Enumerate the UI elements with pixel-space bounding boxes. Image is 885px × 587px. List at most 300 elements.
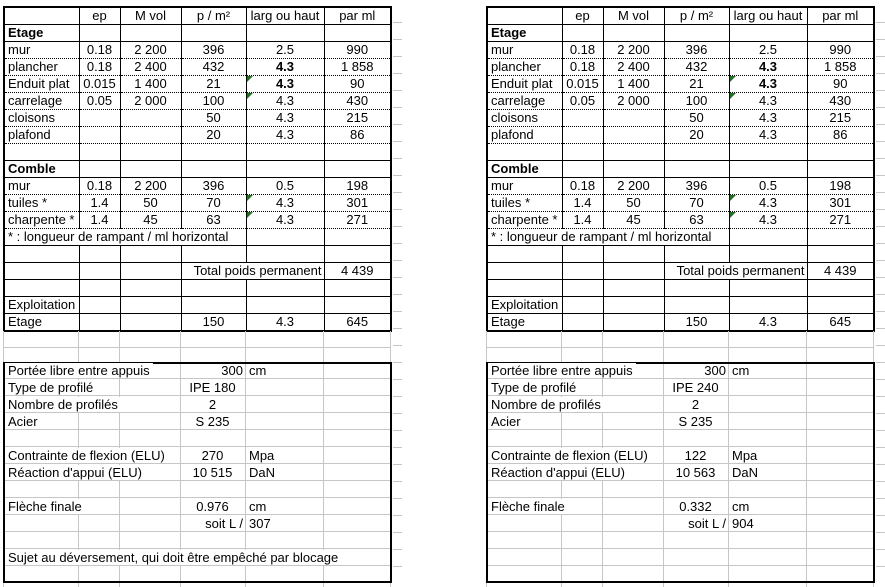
beam-row-label[interactable]: Type de profilé <box>5 380 96 395</box>
cell[interactable] <box>487 59 562 76</box>
cell[interactable] <box>807 161 874 178</box>
beam-row-unit[interactable]: DaN <box>732 465 759 480</box>
cell[interactable] <box>181 25 246 42</box>
cell[interactable] <box>120 59 181 76</box>
beam-row-label[interactable]: Contrainte de flexion (ELU) <box>488 448 651 463</box>
cell[interactable] <box>487 280 562 297</box>
cell[interactable] <box>181 195 246 212</box>
cell[interactable] <box>4 93 79 110</box>
cell[interactable] <box>807 93 874 110</box>
cell[interactable] <box>807 246 874 263</box>
cell-text: mur <box>491 178 514 193</box>
total-label-cell[interactable] <box>664 263 807 280</box>
cell[interactable] <box>562 314 603 332</box>
cell[interactable] <box>729 229 807 246</box>
cell[interactable] <box>324 93 391 110</box>
cell[interactable] <box>181 297 246 314</box>
cell[interactable] <box>562 212 603 229</box>
cell[interactable] <box>79 246 120 263</box>
cell-text: 396 <box>685 178 708 193</box>
beam-row-value[interactable]: 122 <box>684 448 707 463</box>
cell[interactable] <box>246 178 324 195</box>
cell[interactable] <box>79 195 120 212</box>
beam-row-value[interactable]: S 235 <box>678 414 713 429</box>
cell[interactable] <box>79 297 120 314</box>
cell[interactable] <box>487 93 562 110</box>
cell[interactable] <box>324 42 391 59</box>
cell[interactable] <box>807 144 874 161</box>
cell[interactable] <box>664 144 729 161</box>
cell[interactable] <box>246 110 324 127</box>
cell-text: 2 200 <box>134 178 167 193</box>
cell[interactable] <box>664 59 729 76</box>
beam-row-value[interactable]: IPE 180 <box>189 380 236 395</box>
cell[interactable] <box>324 127 391 144</box>
cell[interactable] <box>246 144 324 161</box>
cell[interactable] <box>324 229 391 246</box>
cell[interactable] <box>246 212 324 229</box>
cell[interactable] <box>181 314 246 332</box>
cell[interactable] <box>562 25 603 42</box>
cell[interactable] <box>603 127 664 144</box>
beam-row-unit[interactable]: cm <box>732 363 750 378</box>
cell[interactable] <box>324 280 391 297</box>
cell[interactable] <box>487 297 562 314</box>
column-header[interactable] <box>487 7 562 25</box>
cell[interactable] <box>487 42 562 59</box>
cell[interactable] <box>4 110 79 127</box>
cell[interactable] <box>487 212 562 229</box>
cell[interactable] <box>729 280 807 297</box>
cell[interactable] <box>181 42 246 59</box>
table-row <box>487 263 874 280</box>
cell[interactable] <box>120 127 181 144</box>
beam-row-unit[interactable]: cm <box>732 499 750 514</box>
cell[interactable] <box>324 314 391 332</box>
cell[interactable] <box>4 178 79 195</box>
cell[interactable] <box>487 161 562 178</box>
cell[interactable] <box>79 76 120 93</box>
note-text: * : longueur de rampant / ml horizontal <box>8 229 229 244</box>
cell[interactable] <box>120 195 181 212</box>
cell[interactable] <box>181 93 246 110</box>
cell[interactable] <box>324 110 391 127</box>
cell[interactable] <box>246 195 324 212</box>
cell[interactable] <box>79 178 120 195</box>
cell[interactable] <box>603 93 664 110</box>
cell[interactable] <box>729 161 807 178</box>
beam-row-value[interactable]: 10 515 <box>192 465 233 480</box>
cell[interactable] <box>562 42 603 59</box>
cell[interactable] <box>664 93 729 110</box>
beam-row-unit[interactable]: 904 <box>732 516 754 531</box>
cell[interactable] <box>562 178 603 195</box>
cell-text: 50 <box>206 110 221 125</box>
cell[interactable] <box>664 280 729 297</box>
cell[interactable] <box>79 161 120 178</box>
table-row <box>4 178 391 195</box>
cell[interactable] <box>664 76 729 93</box>
cell[interactable] <box>664 246 729 263</box>
cell[interactable] <box>729 59 807 76</box>
beam-row-label[interactable]: Sujet au déversement, qui doit être empêché par blocage <box>5 550 341 565</box>
cell[interactable] <box>664 25 729 42</box>
cell-text: 215 <box>829 110 852 125</box>
table-row <box>4 280 391 297</box>
cell[interactable] <box>562 93 603 110</box>
cell[interactable] <box>120 110 181 127</box>
cell-text: 4.3 <box>758 314 778 329</box>
cell[interactable] <box>120 178 181 195</box>
cell[interactable] <box>4 280 79 297</box>
beam-row-value[interactable]: 300 <box>704 363 726 378</box>
cell-text: Comble <box>8 161 56 176</box>
cell[interactable] <box>487 76 562 93</box>
beam-row-label[interactable]: Réaction d'appui (ELU) <box>5 465 145 480</box>
total-value-cell[interactable] <box>324 263 391 280</box>
cell[interactable] <box>4 314 79 332</box>
cell-text: 645 <box>829 314 852 329</box>
cell[interactable] <box>487 25 562 42</box>
beam-row-value[interactable]: soit L / <box>205 516 243 531</box>
cell[interactable] <box>181 280 246 297</box>
cell-text: 0.015 <box>83 76 116 91</box>
cell-text: mur <box>8 42 31 57</box>
column-header[interactable] <box>664 7 729 25</box>
cell[interactable] <box>181 76 246 93</box>
cell-text: 430 <box>829 93 852 108</box>
column-header[interactable] <box>807 7 874 25</box>
cell[interactable] <box>246 76 324 93</box>
cell[interactable] <box>79 93 120 110</box>
cell[interactable] <box>246 280 324 297</box>
cell[interactable] <box>807 25 874 42</box>
beam-row-unit[interactable]: Mpa <box>732 448 758 463</box>
cell[interactable] <box>729 144 807 161</box>
cell-text: plafond <box>491 127 534 142</box>
beam-row-value[interactable]: 0.332 <box>679 499 712 514</box>
cell[interactable] <box>664 195 729 212</box>
cell[interactable] <box>562 59 603 76</box>
column-header[interactable] <box>603 7 664 25</box>
cell[interactable] <box>181 212 246 229</box>
cell[interactable] <box>79 25 120 42</box>
beam-row-value[interactable]: IPE 240 <box>672 380 719 395</box>
cell-text: 2 000 <box>617 93 650 108</box>
beam-row-value[interactable]: 2 <box>208 397 217 412</box>
cell[interactable] <box>120 212 181 229</box>
cell[interactable] <box>487 246 562 263</box>
cell[interactable] <box>603 161 664 178</box>
cell[interactable] <box>729 127 807 144</box>
cell[interactable] <box>729 178 807 195</box>
cell[interactable] <box>562 127 603 144</box>
cell[interactable] <box>807 280 874 297</box>
cell[interactable] <box>603 246 664 263</box>
cell-text: 990 <box>346 42 369 57</box>
cell[interactable] <box>324 178 391 195</box>
cell[interactable] <box>729 93 807 110</box>
beam-row-label[interactable]: Portée libre entre appuis <box>488 363 636 378</box>
cell[interactable] <box>664 297 729 314</box>
cell[interactable] <box>807 229 874 246</box>
cell[interactable] <box>664 127 729 144</box>
table-row <box>487 178 874 195</box>
cell-text: 301 <box>829 195 852 210</box>
column-header[interactable] <box>4 7 79 25</box>
cell[interactable] <box>246 59 324 76</box>
beam-row-label[interactable]: Type de profilé <box>488 380 579 395</box>
cell[interactable] <box>181 178 246 195</box>
cell-text: 70 <box>689 195 704 210</box>
beam-row-label[interactable]: Acier <box>488 414 524 429</box>
cell[interactable] <box>79 314 120 332</box>
cell[interactable] <box>181 144 246 161</box>
cell[interactable] <box>487 178 562 195</box>
cell[interactable] <box>603 280 664 297</box>
total-value-cell[interactable] <box>807 263 874 280</box>
cell[interactable] <box>562 297 603 314</box>
cell[interactable] <box>246 93 324 110</box>
cell[interactable] <box>603 144 664 161</box>
cell[interactable] <box>4 127 79 144</box>
cell[interactable] <box>246 246 324 263</box>
cell[interactable] <box>562 144 603 161</box>
cell[interactable] <box>664 314 729 332</box>
cell[interactable] <box>603 195 664 212</box>
table-row <box>487 229 874 246</box>
beam-row-unit[interactable]: cm <box>249 363 267 378</box>
cell[interactable] <box>4 42 79 59</box>
cell[interactable] <box>120 314 181 332</box>
cell[interactable] <box>120 25 181 42</box>
cell[interactable] <box>4 263 79 280</box>
cell[interactable] <box>120 280 181 297</box>
cell[interactable] <box>487 110 562 127</box>
cell[interactable] <box>120 297 181 314</box>
cell[interactable] <box>4 25 79 42</box>
cell[interactable] <box>603 314 664 332</box>
beam-row-value[interactable]: 300 <box>221 363 243 378</box>
cell[interactable] <box>487 263 562 280</box>
beam-row-label[interactable]: Réaction d'appui (ELU) <box>488 465 628 480</box>
cell-text: plancher <box>8 59 58 74</box>
cell[interactable] <box>120 263 181 280</box>
cell[interactable] <box>4 246 79 263</box>
beam-row-value[interactable]: 2 <box>691 397 700 412</box>
cell[interactable] <box>562 76 603 93</box>
beam-row-label[interactable]: Nombre de profilés <box>488 397 604 412</box>
beam-row-label[interactable]: Acier <box>5 414 41 429</box>
cell[interactable] <box>324 59 391 76</box>
cell[interactable] <box>246 229 324 246</box>
cell[interactable] <box>4 161 79 178</box>
cell[interactable] <box>807 178 874 195</box>
note-text: * : longueur de rampant / ml horizontal <box>491 229 712 244</box>
cell[interactable] <box>120 246 181 263</box>
cell-text: 4.3 <box>275 195 295 210</box>
cell[interactable] <box>603 59 664 76</box>
cell[interactable] <box>729 195 807 212</box>
beam-row-value[interactable]: 10 563 <box>675 465 716 480</box>
cell[interactable] <box>603 263 664 280</box>
column-header[interactable] <box>562 7 603 25</box>
cell[interactable] <box>324 76 391 93</box>
cell[interactable] <box>487 314 562 332</box>
table-row <box>4 42 391 59</box>
cell-text: 45 <box>626 212 641 227</box>
cell[interactable] <box>324 144 391 161</box>
cell[interactable] <box>79 42 120 59</box>
beam-row-unit[interactable]: 307 <box>249 516 271 531</box>
cell[interactable] <box>4 144 79 161</box>
beam-row-unit[interactable]: cm <box>249 499 267 514</box>
cell[interactable] <box>324 195 391 212</box>
beam-row-label[interactable]: Flèche finale <box>5 499 85 514</box>
cell[interactable] <box>4 212 79 229</box>
cell[interactable] <box>181 246 246 263</box>
cell-text: 2 000 <box>134 93 167 108</box>
cell[interactable] <box>324 161 391 178</box>
cell[interactable] <box>79 110 120 127</box>
cell[interactable] <box>603 42 664 59</box>
cell[interactable] <box>181 59 246 76</box>
cell[interactable] <box>246 314 324 332</box>
cell[interactable] <box>562 195 603 212</box>
table-row <box>4 263 391 280</box>
cell-text: 20 <box>206 127 221 142</box>
cell[interactable] <box>729 212 807 229</box>
cell[interactable] <box>664 110 729 127</box>
beam-row-unit[interactable]: DaN <box>249 465 276 480</box>
cell[interactable] <box>807 314 874 332</box>
beam-row-label[interactable]: Portée libre entre appuis <box>5 363 153 378</box>
cell[interactable] <box>4 76 79 93</box>
cell-text: 1.4 <box>573 195 592 210</box>
cell[interactable] <box>664 42 729 59</box>
cell[interactable] <box>807 110 874 127</box>
cell[interactable] <box>120 144 181 161</box>
cell[interactable] <box>487 195 562 212</box>
cell[interactable] <box>603 76 664 93</box>
cell[interactable] <box>79 280 120 297</box>
cell[interactable] <box>324 212 391 229</box>
gridlines-bottom <box>3 583 391 587</box>
cell[interactable] <box>562 263 603 280</box>
cell[interactable] <box>664 178 729 195</box>
cell[interactable] <box>807 195 874 212</box>
cell[interactable] <box>246 297 324 314</box>
cell[interactable] <box>181 161 246 178</box>
cell[interactable] <box>603 110 664 127</box>
cell[interactable] <box>807 59 874 76</box>
cell[interactable] <box>246 127 324 144</box>
cell[interactable] <box>603 25 664 42</box>
cell[interactable] <box>181 110 246 127</box>
cell[interactable] <box>664 161 729 178</box>
cell[interactable] <box>120 93 181 110</box>
cell[interactable] <box>79 127 120 144</box>
cell[interactable] <box>729 110 807 127</box>
cell[interactable] <box>120 76 181 93</box>
cell-text: 1 400 <box>134 76 167 91</box>
cell[interactable] <box>324 246 391 263</box>
cell[interactable] <box>729 25 807 42</box>
cell[interactable] <box>181 127 246 144</box>
beam-row-value[interactable]: S 235 <box>195 414 230 429</box>
column-header[interactable] <box>79 7 120 25</box>
load-table-right <box>486 6 875 332</box>
cell[interactable] <box>324 297 391 314</box>
cell[interactable] <box>487 144 562 161</box>
cell[interactable] <box>664 212 729 229</box>
cell[interactable] <box>807 127 874 144</box>
cell[interactable] <box>603 297 664 314</box>
cell[interactable] <box>246 25 324 42</box>
cell[interactable] <box>562 280 603 297</box>
cell[interactable] <box>729 297 807 314</box>
cell[interactable] <box>729 42 807 59</box>
cell[interactable] <box>729 314 807 332</box>
cell[interactable] <box>729 76 807 93</box>
cell[interactable] <box>324 25 391 42</box>
cell-text: 215 <box>346 110 369 125</box>
cell[interactable] <box>120 42 181 59</box>
cell[interactable] <box>79 263 120 280</box>
cell[interactable] <box>603 212 664 229</box>
cell[interactable] <box>246 42 324 59</box>
beam-row-unit[interactable]: Mpa <box>249 448 275 463</box>
cell[interactable] <box>4 195 79 212</box>
beam-row-label[interactable]: Contrainte de flexion (ELU) <box>5 448 168 463</box>
beam-row-label[interactable]: Flèche finale <box>488 499 568 514</box>
column-header[interactable] <box>729 7 807 25</box>
column-header[interactable] <box>181 7 246 25</box>
column-header[interactable] <box>324 7 391 25</box>
cell[interactable] <box>120 161 181 178</box>
cell[interactable] <box>79 144 120 161</box>
cell-text: 396 <box>685 42 708 57</box>
note-cell[interactable] <box>4 229 246 246</box>
cell[interactable] <box>729 246 807 263</box>
cell[interactable] <box>246 161 324 178</box>
cell[interactable] <box>562 246 603 263</box>
cell[interactable] <box>807 212 874 229</box>
cell-text: 0.05 <box>86 93 113 108</box>
cell[interactable] <box>807 42 874 59</box>
beam-row-value[interactable]: 0.976 <box>196 499 229 514</box>
cell[interactable] <box>807 76 874 93</box>
green-flag-icon <box>247 195 253 201</box>
total-label-cell[interactable] <box>181 263 324 280</box>
cell[interactable] <box>562 110 603 127</box>
cell[interactable] <box>4 59 79 76</box>
note-cell[interactable] <box>487 229 729 246</box>
cell[interactable] <box>79 59 120 76</box>
cell[interactable] <box>807 297 874 314</box>
cell-text: 70 <box>206 195 221 210</box>
column-header[interactable] <box>246 7 324 25</box>
cell[interactable] <box>79 212 120 229</box>
cell[interactable] <box>4 297 79 314</box>
beam-row-label[interactable]: Nombre de profilés <box>5 397 121 412</box>
beam-row-value[interactable]: 270 <box>201 448 224 463</box>
cell[interactable] <box>603 178 664 195</box>
cell[interactable] <box>487 127 562 144</box>
cell[interactable] <box>562 161 603 178</box>
column-header[interactable] <box>120 7 181 25</box>
beam-row-value[interactable]: soit L / <box>688 516 726 531</box>
